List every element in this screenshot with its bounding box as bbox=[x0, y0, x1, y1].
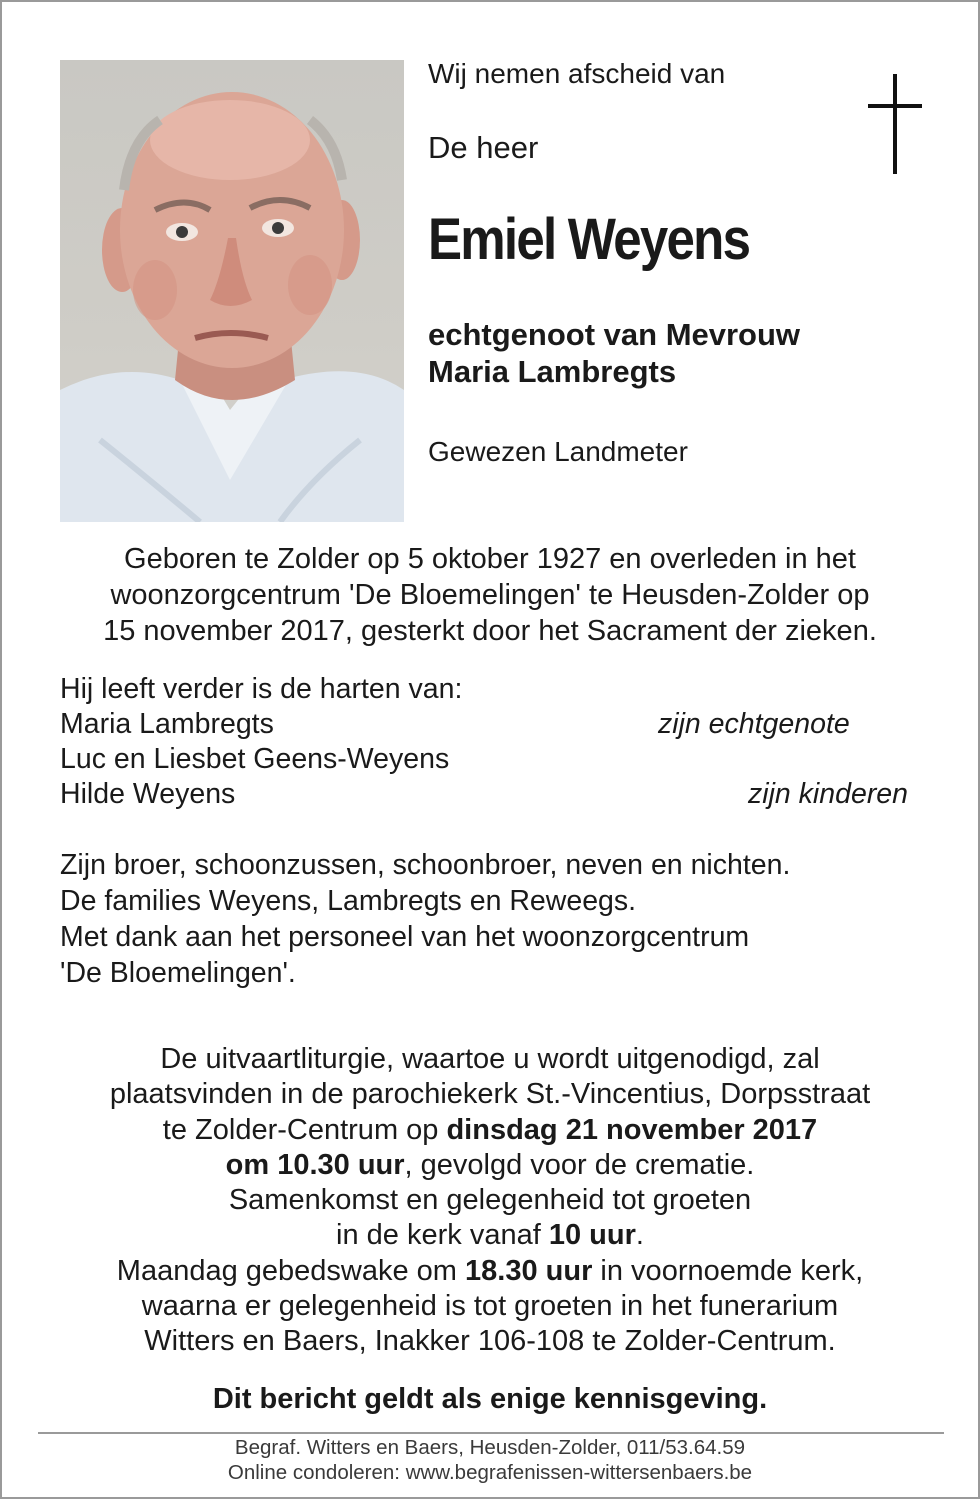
funeral-text: in voornoemde kerk, bbox=[592, 1254, 864, 1287]
funeral-time: om 10.30 uur bbox=[225, 1148, 405, 1181]
intro-text: Wij nemen afscheid van bbox=[428, 58, 726, 89]
birth-death-info bbox=[42, 541, 938, 649]
funeral-line: Witters en Baers, Inakker 106-108 te Zolder-Centrum. bbox=[144, 1325, 836, 1358]
funeral-line: waarna er gelegenheid is tot groeten in het funerarium bbox=[141, 1290, 839, 1323]
funeral-line: plaatsvinden in de parochiekerk St.-Vincentius, Dorpsstraat bbox=[109, 1078, 871, 1111]
survivors-list bbox=[60, 672, 922, 812]
spouse-line-1: echtgenoot van Mevrouw bbox=[428, 317, 801, 352]
cross-icon bbox=[864, 74, 926, 174]
survivor-name: Hilde Weyens bbox=[60, 778, 236, 810]
family-thanks bbox=[60, 847, 940, 991]
funeral-line bbox=[42, 1254, 938, 1289]
funeral-text: te Zolder-Centrum op bbox=[162, 1113, 447, 1146]
birth-line: 15 november 2017, gesterkt door het Sacrament der zieken. bbox=[103, 615, 877, 647]
birth-line: woonzorgcentrum 'De Bloemelingen' te Heusden-Zolder op bbox=[110, 579, 870, 611]
portrait-illustration bbox=[60, 60, 404, 522]
footer-divider bbox=[38, 1432, 944, 1434]
funeral-text: Maandag gebedswake om bbox=[116, 1254, 466, 1287]
birth-line: Geboren te Zolder op 5 oktober 1927 en overleden in het bbox=[124, 543, 856, 575]
funeral-text: . bbox=[635, 1219, 644, 1252]
spouse-line bbox=[428, 316, 948, 390]
occupation: Gewezen Landmeter bbox=[428, 436, 688, 467]
survivor-row bbox=[60, 777, 922, 812]
funeral-info bbox=[42, 1042, 938, 1360]
spouse-line-2: Maria Lambregts bbox=[428, 354, 677, 389]
notice-text: Dit bericht geldt als enige kennisgeving. bbox=[212, 1383, 768, 1415]
family-line: De families Weyens, Lambregts en Reweegs. bbox=[60, 885, 637, 917]
survivor-row bbox=[60, 707, 922, 742]
funeral-line bbox=[42, 1218, 938, 1253]
funeral-text: , gevolgd voor de crematie. bbox=[404, 1148, 755, 1181]
funeral-text: in de kerk vanaf bbox=[336, 1219, 549, 1252]
online-condolence-link[interactable]: Online condoleren: www.begrafenissen-wittersenbaers.be bbox=[227, 1461, 753, 1484]
funeral-line bbox=[42, 1113, 938, 1148]
survivor-relation: zijn echtgenote bbox=[658, 708, 850, 740]
deceased-name: Emiel Weyens bbox=[428, 207, 750, 272]
portrait-photo bbox=[60, 60, 404, 522]
funeral-date: dinsdag 21 november 2017 bbox=[446, 1113, 818, 1146]
survivor-name: Luc en Liesbet Geens-Weyens bbox=[60, 743, 450, 775]
survivor-relation: zijn kinderen bbox=[748, 778, 909, 810]
honorific: De heer bbox=[428, 130, 539, 165]
survivor-row bbox=[60, 742, 922, 777]
funeral-line: De uitvaartliturgie, waartoe u wordt uitgenodigd, zal bbox=[160, 1043, 820, 1075]
family-line: 'De Bloemelingen'. bbox=[60, 957, 296, 989]
family-line: Zijn broer, schoonzussen, schoonbroer, neven en nichten. bbox=[60, 849, 791, 881]
greeting-time: 10 uur bbox=[548, 1219, 636, 1252]
funeral-home-info: Begraf. Witters en Baers, Heusden-Zolder, 011/53.64.59 bbox=[234, 1436, 746, 1459]
funeral-line: Samenkomst en gelegenheid tot groeten bbox=[228, 1184, 752, 1217]
wake-time: 18.30 uur bbox=[465, 1254, 593, 1287]
family-line: Met dank aan het personeel van het woonzorgcentrum bbox=[60, 921, 750, 953]
survivors-heading: Hij leeft verder is de harten van: bbox=[60, 673, 463, 705]
funeral-line bbox=[42, 1148, 938, 1183]
survivor-name: Maria Lambregts bbox=[60, 708, 274, 740]
